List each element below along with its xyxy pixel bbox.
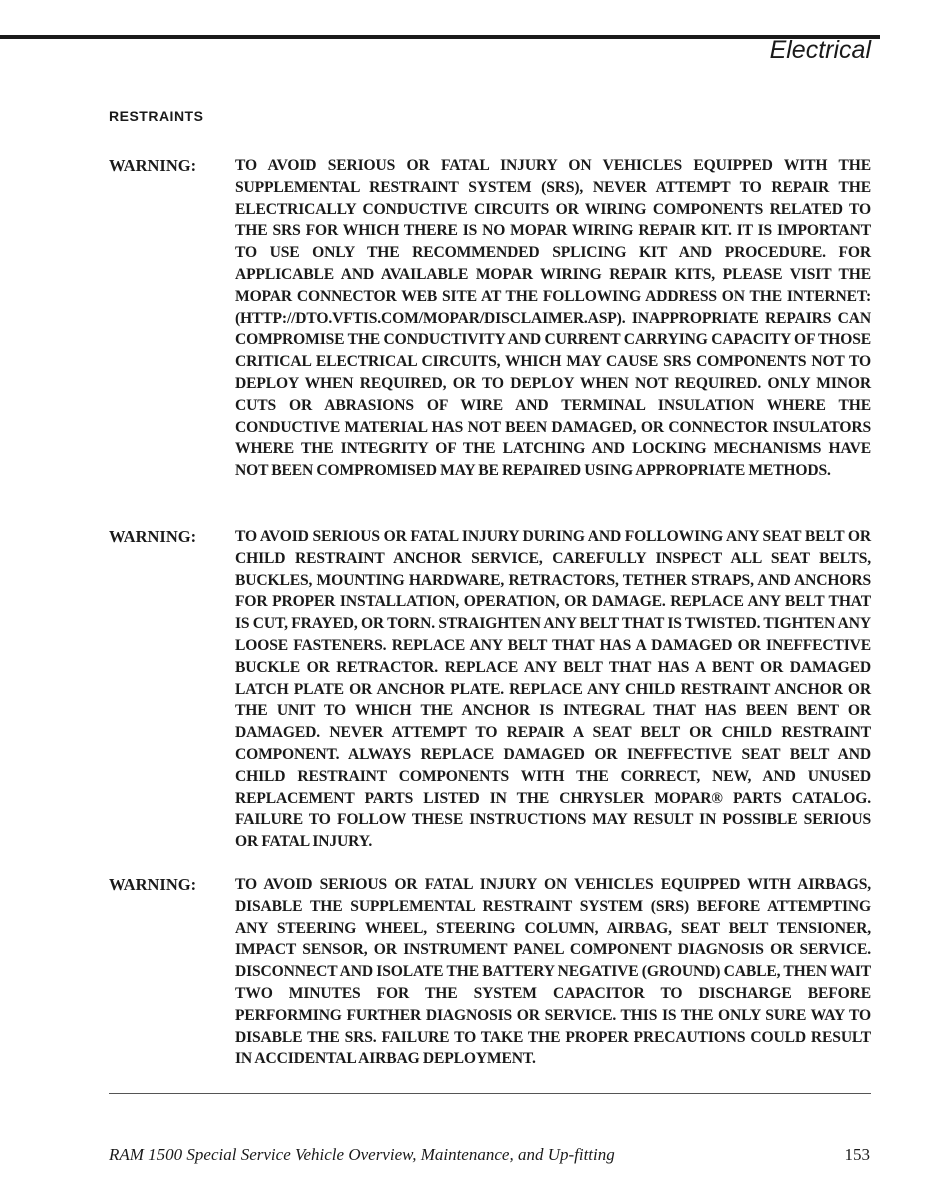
warning-text: TO AVOID SERIOUS OR FATAL INJURY ON VEHICLES EQUIPPED WITH THE SUPPLEMENTAL RESTRAINT SYSTEM (SRS), NEVER ATTEMPT TO REPAIR THE ELECTRICALLY CONDUCTIVE CIRCUITS OR WIRING COMPONENTS RELATED TO THE SRS FOR WHICH THERE IS NO MOPAR WIRING REPAIR KIT. IT IS IMPORTANT TO USE ONLY THE RECOMMENDED SPLICING KIT AND PROCEDURE. FOR APPLICABLE AND AVAILABLE MOPAR WIRING REPAIR KITS, PLEASE VISIT THE MOPAR CONNECTOR WEB SITE AT THE FOLLOWING ADDRESS ON THE INTERNET: (HTTP://DTO.VFTIS.COM/MOPAR/DISCLAIMER.ASP). INAPPROPRIATE REPAIRS CAN COMPROMISE THE CONDUCTIVITY AND CURRENT CARRYING CAPACITY OF THOSE CRITICAL ELECTRICAL CIRCUITS, WHICH MAY CAUSE SRS COMPONENTS NOT TO DEPLOY WHEN REQUIRED, OR TO DEPLOY WHEN NOT REQUIRED. ONLY MINOR CUTS OR ABRASIONS OF WIRE AND TERMINAL INSULATION WHERE THE CONDUCTIVE MATERIAL HAS NOT BEEN DAMAGED, OR CONNECTOR INSULATORS WHERE THE INTEGRITY OF THE LATCHING AND LOCKING MECHANISMS HAVE NOT BEEN COMPROMISED MAY BE REPAIRED USING APPROPRIATE METHODS. (235, 157, 871, 480)
header-rule (0, 35, 880, 39)
warning-text: TO AVOID SERIOUS OR FATAL INJURY DURING AND FOLLOWING ANY SEAT BELT OR CHILD RESTRAINT ANCHOR SERVICE, CAREFULLY INSPECT ALL SEAT BELTS, BUCKLES, MOUNTING HARDWARE, RETRACTORS, TETHER STRAPS, AND ANCHORS FOR PROPER INSTALLATION, OPERATION, OR DAMAGE. REPLACE ANY BELT THAT IS CUT, FRAYED, OR TORN. STRAIGHTEN ANY BELT THAT IS TWISTED. TIGHTEN ANY LOOSE FASTENERS. REPLACE ANY BELT THAT HAS A DAMAGED OR INEFFECTIVE BUCKLE OR RETRACTOR. REPLACE ANY BELT THAT HAS A BENT OR DAMAGED LATCH PLATE OR ANCHOR PLATE. REPLACE ANY CHILD RESTRAINT ANCHOR OR THE UNIT TO WHICH THE ANCHOR IS INTEGRAL THAT HAS BEEN BENT OR DAMAGED. NEVER ATTEMPT TO REPAIR A SEAT BELT OR CHILD RESTRAINT COMPONENT. ALWAYS REPLACE DAMAGED OR INEFFECTIVE SEAT BELT AND CHILD RESTRAINT COMPONENTS WITH THE CORRECT, NEW, AND UNUSED REPLACEMENT PARTS LISTED IN THE CHRYSLER MOPAR® PARTS CATALOG. FAILURE TO FOLLOW THESE INSTRUCTIONS MAY RESULT IN POSSIBLE SERIOUS OR FATAL INJURY. (235, 528, 871, 851)
footer-rule (109, 1093, 871, 1094)
footer-title: RAM 1500 Special Service Vehicle Overview, Maintenance, and Up-fitting (109, 1145, 615, 1164)
warning-text: TO AVOID SERIOUS OR FATAL INJURY ON VEHICLES EQUIPPED WITH AIRBAGS, DISABLE THE SUPPLEMENTAL RESTRAINT SYSTEM (SRS) BEFORE ATTEMPTING ANY STEERING WHEEL, STEERING COLUMN, AIRBAG, SEAT BELT TENSIONER, IMPACT SENSOR, OR INSTRUMENT PANEL COMPONENT DIAGNOSIS OR SERVICE. DISCONNECT AND ISOLATE THE BATTERY NEGATIVE (GROUND) CABLE, THEN WAIT TWO MINUTES FOR THE SYSTEM CAPACITOR TO DISCHARGE BEFORE PERFORMING FURTHER DIAGNOSIS OR SERVICE. THIS IS THE ONLY SURE WAY TO DISABLE THE SRS. FAILURE TO TAKE THE PROPER PRECAUTIONS COULD RESULT IN ACCIDENTAL AIRBAG DEPLOYMENT. (235, 876, 871, 1068)
warning-label: WARNING: (109, 156, 197, 175)
section-title: Electrical (769, 36, 871, 64)
warning-label: WARNING: (109, 875, 197, 894)
page-number: 153 (844, 1145, 870, 1164)
page-heading: RESTRAINTS (109, 108, 204, 124)
warning-label: WARNING: (109, 527, 197, 546)
